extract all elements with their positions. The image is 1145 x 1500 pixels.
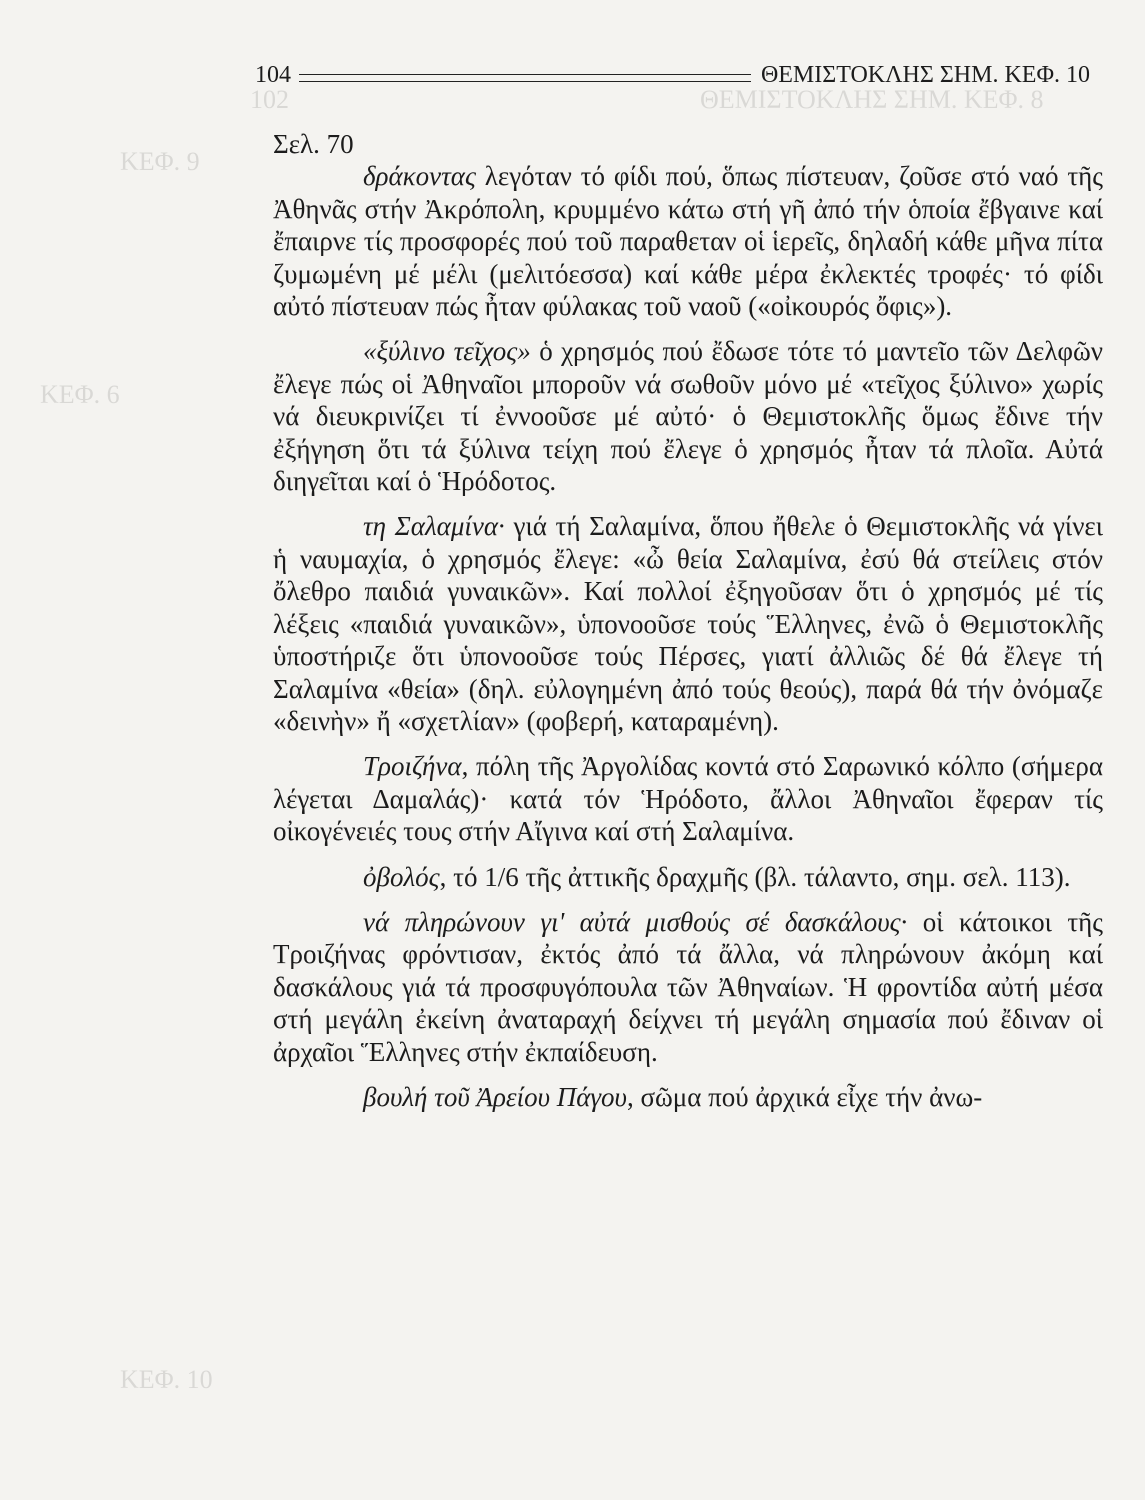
note-text: , πόλη τῆς Ἀργολίδας κοντά στό Σαρωνικό κόλπο (σήμερα λέγεται Δαμαλάς)· κατά τόν Ἡρόδοτο, ἄλλοι Ἀθηναῖοι ἔφεραν τίς οἰκογένειές τους στήν Αἴγινα καί στή Σαλαμίνα. [273, 751, 1103, 847]
note-term: νά πληρώνουν γι' αὐτά μισθούς σέ δασκάλους· [363, 906, 908, 937]
note-entry [273, 160, 1103, 322]
bleed-through-page-number: 102 [250, 85, 289, 114]
note-entry [273, 906, 1103, 1068]
note-text: οἱ κάτοικοι τῆς Τροιζήνας φρόντισαν, ἐκτός ἀπό τά ἄλλα, νά πληρώνουν ἀκόμη καί δασκάλους γιά τά προσφυγόπουλα τῶν Ἀθηναίων. Ἡ φροντίδα αὐτή μέσα στή μεγάλη ἐκείνη ἀναταραχή δείχνει τή μεγάλη σημασία πού ἔδιναν οἱ ἀρχαῖοι Ἕλληνες στήν ἐκπαίδευση. [273, 906, 1103, 1067]
page-header [255, 60, 1090, 90]
note-entry [273, 750, 1103, 847]
note-text: λεγόταν τό φίδι πού, ὅπως πίστευαν, ζοῦσε στό ναό τῆς Ἀθηνᾶς στήν Ἀκρόπολη, κρυμμένο κάτω στή γῆ ἀπό τήν ὁποία ἔβγαινε καί ἔπαιρνε τίς προσφορές πού τοῦ παραθεταν οἱ ἱερεῖς, δηλαδή κάθε μῆνα πίτα ζυμωμένη μέ μέλι (μελιτόεσσα) καί κάθε μέρα ἐκλεκτές τροφές· τό φίδι αὐτό πίστευαν πώς ἦταν φύλακας τοῦ ναοῦ («οἰκουρός ὄφις»). [273, 161, 1103, 322]
header-double-rule [299, 74, 751, 82]
note-term: δράκοντας [363, 161, 476, 192]
note-entry [273, 335, 1103, 497]
bleed-through-chapter-6: ΚΕΦ. 6 [40, 380, 120, 409]
note-term: Τροιζήνα [363, 751, 462, 782]
note-term: βουλή τοῦ Ἀρείου Πάγου [363, 1081, 627, 1112]
note-entry [273, 861, 1103, 893]
note-text: , τό 1/6 τῆς ἀττικῆς δραχμῆς (βλ. τάλαντο, σημ. σελ. 113). [439, 861, 1071, 892]
note-term: ὀβολός [363, 861, 440, 892]
notes-body [273, 128, 1103, 1126]
note-entry [273, 1081, 1103, 1113]
note-text: γιά τή Σαλαμίνα, ὅπου ἤθελε ὁ Θεμιστοκλῆς νά γίνει ἡ ναυμαχία, ὁ χρησμός ἔλεγε: «ὦ θεία Σαλαμίνα, ἐσύ θά στείλεις στόν ὄλεθρο παιδιά γυναικῶν». Καί πολλοί ἐξηγοῦσαν ὅτι ὁ χρησμός μέ τίς λέξεις «παιδιά γυναικῶν», ὑπονοοῦσε τούς Ἕλληνες, ἐνῶ ὁ Θεμιστοκλῆς ὑποστήριζε ὅτι ὑπονοοῦσε τούς Πέρσες, γιατί ἀλλιῶς δέ θά ἔλεγε τή Σαλαμίνα «θεία» (δηλ. εὐλογημένη ἀπό τούς θεούς), παρά θά τήν ὀνόμαζε «δεινὴν» ἤ «σχετλίαν» (φοβερή, καταραμένη). [273, 511, 1104, 736]
page-number: 104 [255, 61, 291, 88]
bleed-through-chapter-9: ΚΕΦ. 9 [120, 147, 200, 176]
note-text: , σῶμα πού ἀρχικά εἶχε τήν ἀνω- [626, 1081, 983, 1112]
section-label: Σελ. 70 [273, 129, 354, 159]
note-term: τη Σαλαμίνα· [363, 511, 505, 542]
bleed-through-chapter-10: ΚΕΦ. 10 [120, 1365, 213, 1394]
bleed-through-title: ΘΕΜΙΣΤΟΚΛΗΣ ΣΗΜ. ΚΕΦ. 8 [700, 85, 1044, 114]
note-text: ὁ χρησμός πού ἔδωσε τότε τό μαντεῖο τῶν Δελφῶν ἔλεγε πώς οἱ Ἀθηναῖοι μποροῦν νά σωθοῦν μόνο μέ «τεῖχος ξύλινο» χωρίς νά διευκρινίζει τί ἐννοοῦσε μέ αὐτό· ὁ Θεμιστοκλῆς ὅμως ἔδινε τήν ἐξήγηση ὅτι τά ξύλινα τείχη πού ἔλεγε ὁ χρησμός ἦταν τά πλοῖα. Αὐτά διηγεῖται καί ὁ Ἡρόδοτος. [273, 336, 1103, 497]
entries-list [273, 160, 1103, 1113]
running-title: ΘΕΜΙΣΤΟΚΛΗΣ ΣΗΜ. ΚΕΦ. 10 [760, 61, 1090, 88]
note-entry [273, 510, 1103, 737]
note-term: «ξύλινο τεῖχος» [363, 336, 531, 367]
